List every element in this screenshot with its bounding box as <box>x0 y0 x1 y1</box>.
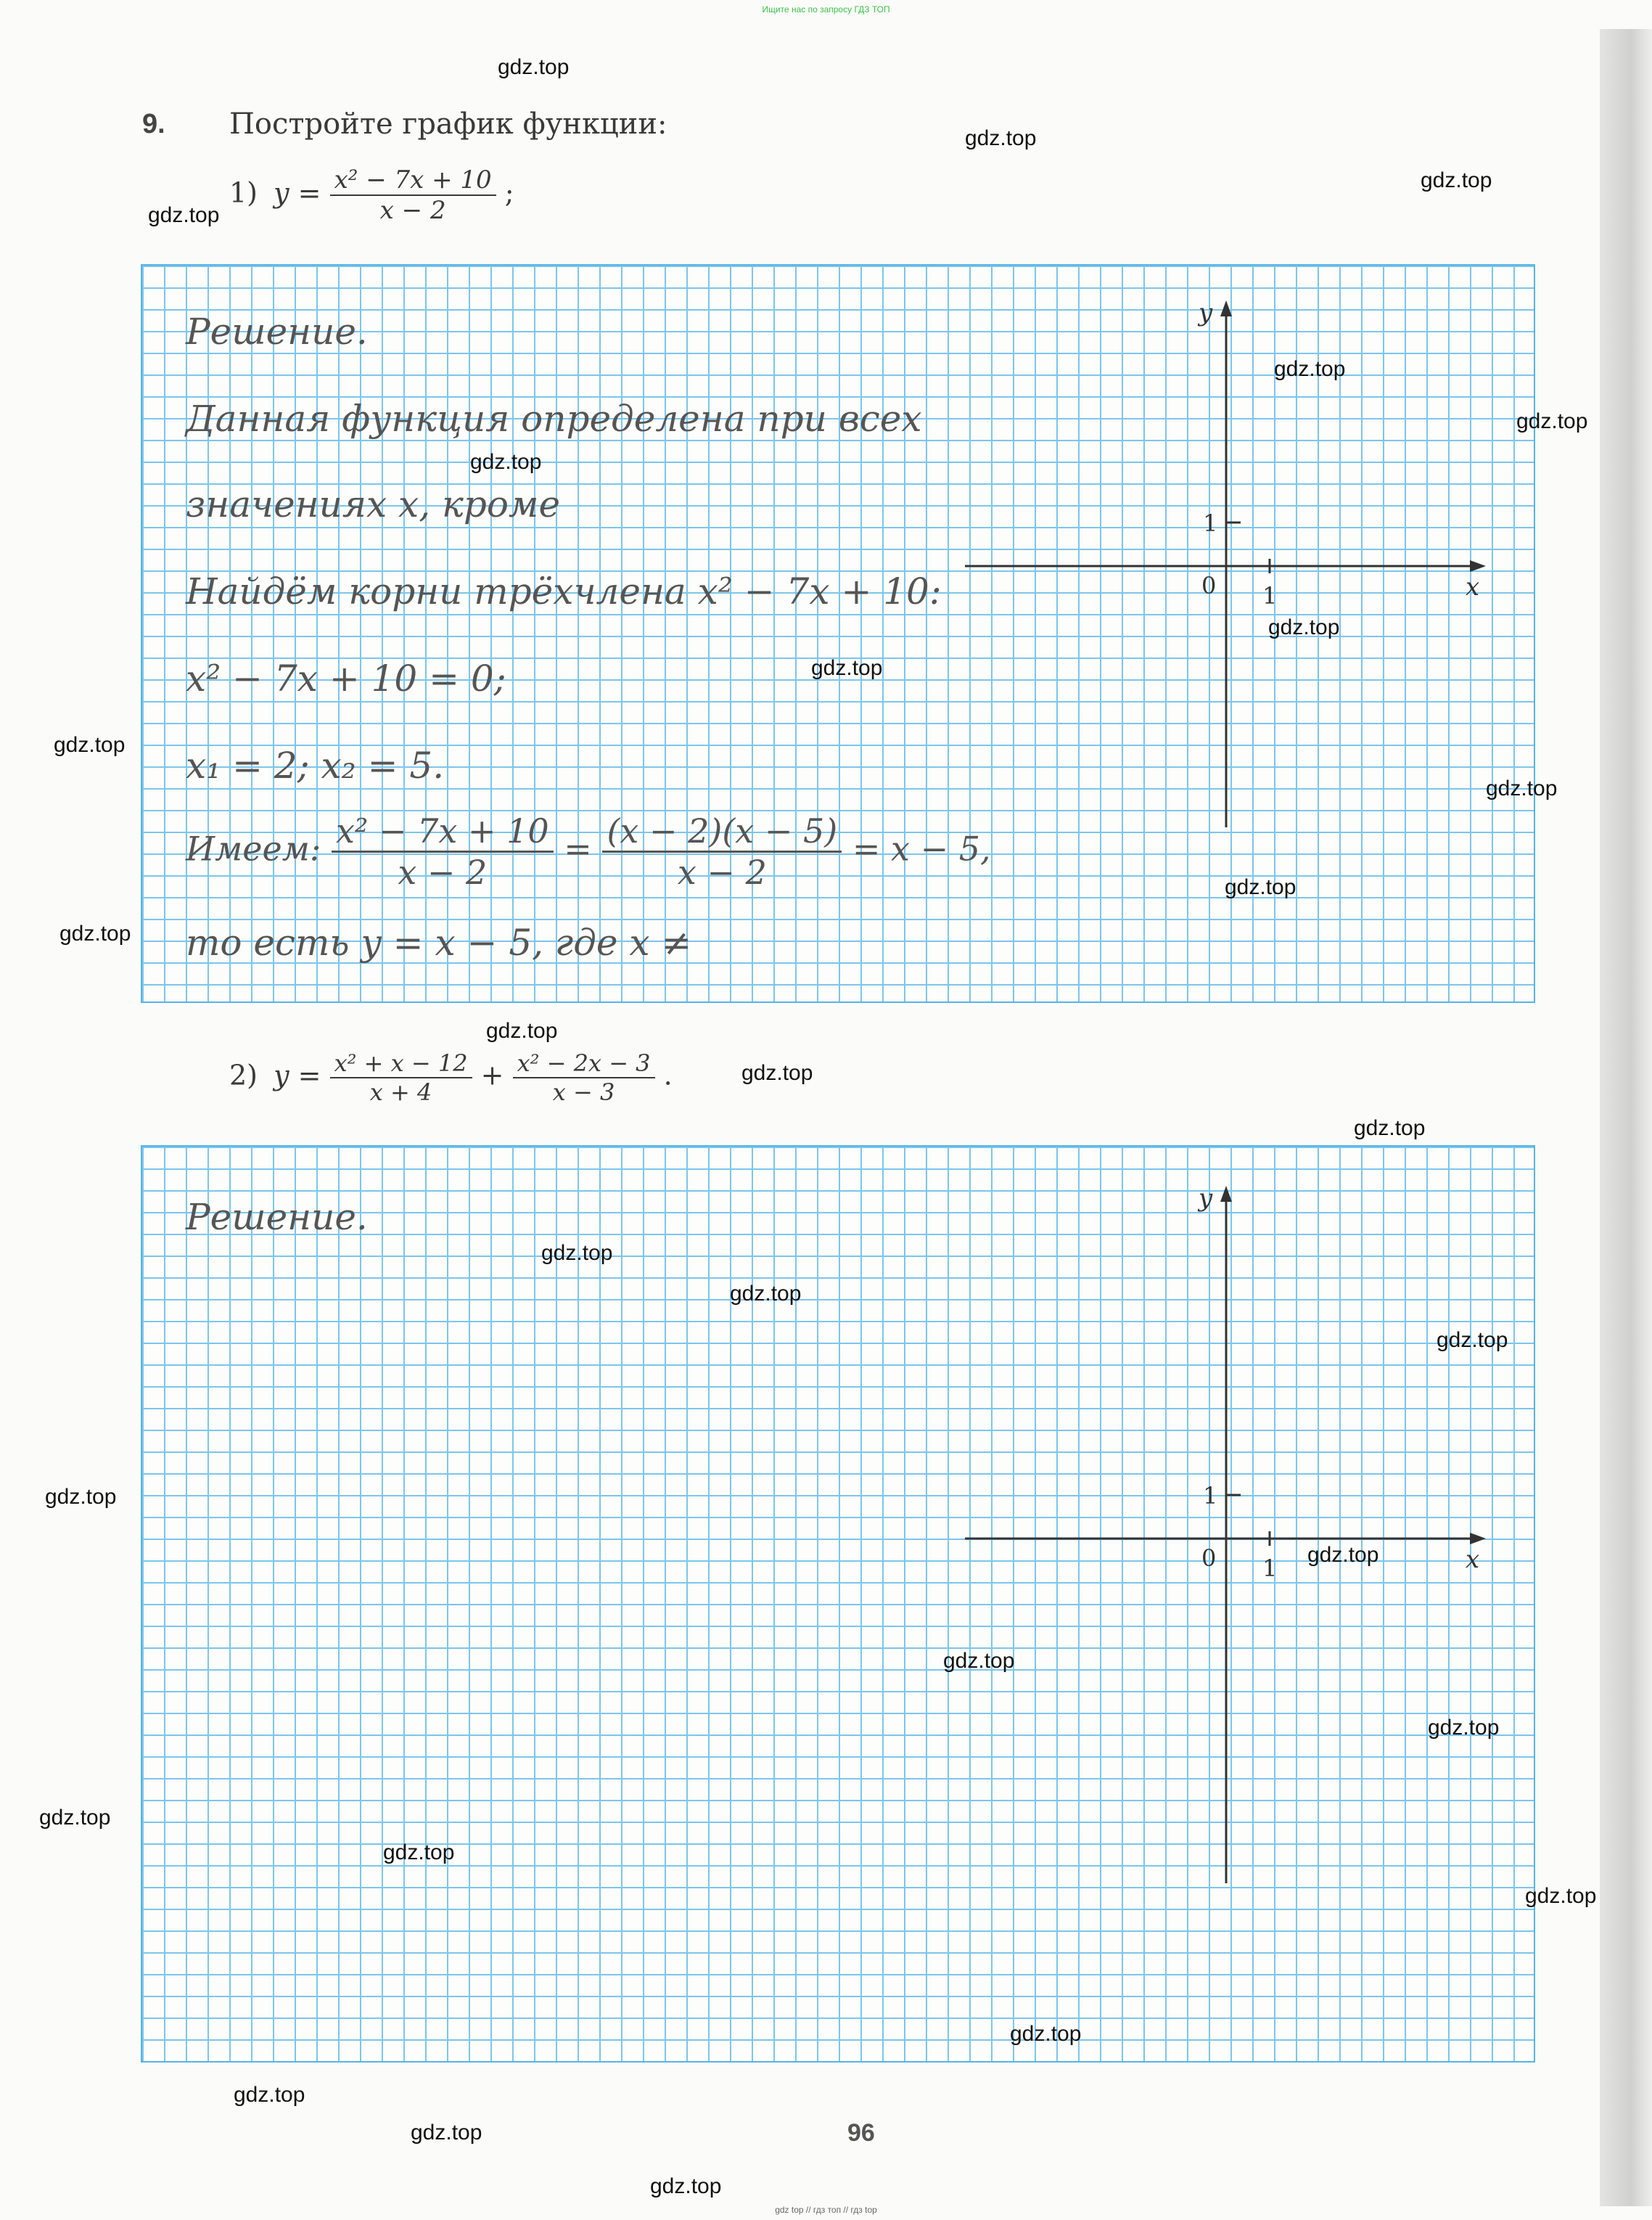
part2-fraction2 <box>513 1049 655 1106</box>
watermark: gdz.top <box>45 1485 117 1509</box>
x-axis-label: x <box>1466 1545 1480 1574</box>
watermark: gdz.top <box>1307 1543 1379 1567</box>
watermark: gdz.top <box>39 1806 111 1830</box>
part1-numerator: x² − 7x + 10 <box>334 165 492 194</box>
watermark: gdz.top <box>59 922 131 946</box>
x-axis-label: x <box>1466 573 1480 602</box>
x-unit-label: 1 <box>1262 582 1278 610</box>
line6-equals: = <box>564 829 592 869</box>
watermark: gdz.top <box>1268 615 1340 639</box>
watermark: gdz.top <box>1421 168 1492 192</box>
watermark: gdz.top <box>470 450 542 474</box>
line6-f2-numerator: (x − 2)(x − 5) <box>607 811 838 851</box>
y-axis-label: y <box>1199 1184 1213 1213</box>
watermark: gdz.top <box>1486 777 1558 800</box>
watermark: gdz.top <box>1274 357 1346 381</box>
task-number: 9. <box>142 109 165 139</box>
part2-numerator1: x² + x − 12 <box>334 1049 468 1077</box>
watermark: gdz.top <box>1010 2022 1082 2046</box>
watermark: gdz.top <box>486 1019 558 1043</box>
watermark: gdz.top <box>943 1649 1015 1673</box>
line6-fraction2 <box>602 811 842 892</box>
x-unit-label: 1 <box>1262 1555 1278 1582</box>
watermark: gdz.top <box>1225 875 1296 899</box>
solution1-line4: x² − 7x + 10 = 0; <box>186 658 506 700</box>
origin-label: 0 <box>1201 572 1217 599</box>
page-number: 96 <box>847 2119 875 2147</box>
solution1-line7: то есть y = x − 5, где x ≠ <box>186 922 692 964</box>
solution1-line1: Данная функция определена при всех <box>186 398 922 440</box>
origin-label: 0 <box>1201 1544 1217 1572</box>
line6-f1-denominator: x − 2 <box>332 851 554 892</box>
line6-f1-numerator: x² − 7x + 10 <box>335 811 549 851</box>
page-edge-shadow <box>1600 29 1652 2206</box>
solution1-line2: значениях x, кроме <box>186 483 561 525</box>
watermark: gdz.top <box>965 126 1037 150</box>
watermark: gdz.top <box>811 656 883 680</box>
solution1-line6 <box>186 811 991 892</box>
watermark: gdz.top <box>383 1840 455 1864</box>
y-unit-label: 1 <box>1203 1482 1218 1510</box>
y-axis-arrow <box>1220 1186 1232 1202</box>
coordinate-axes-2 <box>958 1176 1509 1901</box>
part1-tail: ; <box>504 176 514 209</box>
solution2-heading: Решение. <box>186 1196 368 1238</box>
part2-plus: + <box>480 1059 504 1091</box>
watermark: gdz.top <box>1525 1884 1597 1908</box>
part2-tail: . <box>663 1059 673 1091</box>
part2-var: y = <box>274 1059 321 1091</box>
line6-f2-denominator: x − 2 <box>602 851 842 892</box>
y-unit-label: 1 <box>1203 509 1218 537</box>
part2-numerator2: x² − 2x − 3 <box>517 1049 651 1077</box>
solution1-line3: Найдём корни трёхчлена x² − 7x + 10: <box>186 570 942 613</box>
watermark: gdz.top <box>741 1061 813 1085</box>
watermark: gdz.top <box>148 203 220 227</box>
y-axis-label: y <box>1199 298 1213 327</box>
part2-label: 2) <box>229 1059 258 1091</box>
watermark: gdz.top <box>54 733 126 757</box>
watermark: gdz.top <box>1516 409 1588 433</box>
watermark: gdz.top <box>234 2083 305 2107</box>
watermark: gdz.top <box>1354 1116 1426 1140</box>
bottom-banner: gdz top // гдз топ // гдз top <box>775 2205 877 2215</box>
part2-fraction1 <box>330 1049 472 1106</box>
x-axis-arrow <box>1470 1533 1486 1544</box>
part1-denominator: x − 2 <box>330 194 496 225</box>
line6-fraction1 <box>332 811 554 892</box>
watermark: gdz.top <box>1428 1716 1500 1740</box>
task-prompt: Постройте график функции: <box>229 107 667 141</box>
part2-denominator1: x + 4 <box>330 1077 472 1106</box>
part1-fraction <box>330 165 496 225</box>
part2-denominator2: x − 3 <box>513 1077 655 1106</box>
top-banner: Ищите нас по запросу ГДЗ ТОП <box>762 4 890 15</box>
watermark: gdz.top <box>498 55 570 79</box>
line6-suffix: = x − 5, <box>852 829 991 869</box>
line6-prefix: Имеем: <box>186 829 321 869</box>
watermark: gdz.top <box>541 1241 613 1265</box>
solution1-heading: Решение. <box>186 311 368 353</box>
watermark: gdz.top <box>411 2121 482 2145</box>
part1-formula <box>229 165 514 225</box>
part1-label: 1) <box>229 176 258 209</box>
x-axis-arrow <box>1470 560 1486 572</box>
watermark: gdz.top <box>650 2174 722 2198</box>
part1-var: y = <box>274 176 321 209</box>
watermark: gdz.top <box>730 1282 802 1306</box>
watermark: gdz.top <box>1437 1328 1508 1352</box>
coordinate-axes-1 <box>958 290 1509 842</box>
y-axis-arrow <box>1220 300 1232 316</box>
part2-formula <box>229 1049 673 1106</box>
solution1-line5: x₁ = 2; x₂ = 5. <box>186 745 445 787</box>
